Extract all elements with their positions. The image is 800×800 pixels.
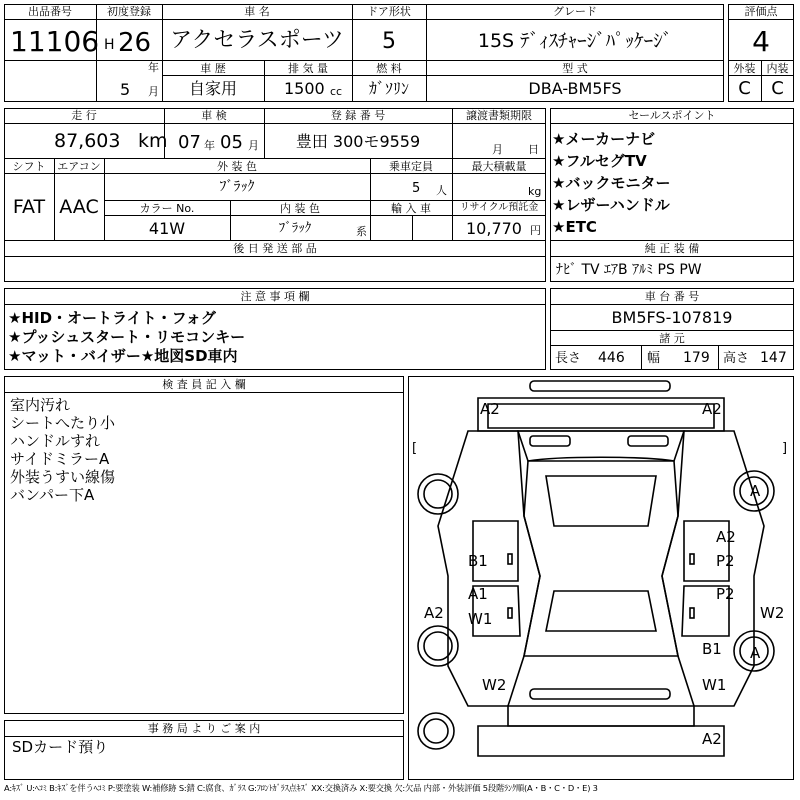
car-diagram <box>408 376 794 780</box>
inspection-year-unit: 年 <box>204 139 215 152</box>
length-label: 長さ <box>555 351 582 366</box>
equipment: ﾅﾋﾞ TV ｴｱB ｱﾙﾐ PS PW <box>556 262 702 278</box>
diagram-mark: W1 <box>468 610 493 628</box>
front-panel-outline <box>478 398 724 431</box>
sales-point-item: ★バックモニター <box>552 174 671 192</box>
sales-point-item: ★メーカーナビ <box>552 130 656 148</box>
color-no-label: カラー No. <box>139 202 195 215</box>
front-bumper-outline <box>530 381 670 391</box>
model-name: アクセラスポーツ <box>170 28 344 53</box>
length: 446 <box>598 350 625 366</box>
diagram-mark: A <box>750 482 761 500</box>
diagram-mark: A2 <box>424 604 444 622</box>
exterior-grade: C <box>738 78 751 99</box>
inspector-item: 室内汚れ <box>10 396 71 414</box>
left-body-outline <box>438 431 540 706</box>
inspector-item: 外装うすい線傷 <box>10 468 116 486</box>
fuel-label: 燃 料 <box>376 62 402 75</box>
era: H <box>104 37 115 53</box>
fuel: ｶﾞｿﾘﾝ <box>368 79 409 98</box>
max-load-unit: kg <box>528 185 542 198</box>
doors: 5 <box>382 29 396 54</box>
score-label: 評価点 <box>744 5 778 18</box>
plate-label: 登 録 番 号 <box>330 109 386 122</box>
chassis-label: 車 台 番 号 <box>644 290 700 303</box>
inspector-item: シートへたり小 <box>10 414 116 432</box>
notes-list <box>8 309 245 366</box>
inspector-list <box>10 396 115 504</box>
ac: AAC <box>59 196 99 218</box>
diagram-mark: A <box>750 644 761 662</box>
capacity: 5 <box>412 181 421 196</box>
vehicle-type: DBA-BM5FS <box>528 79 622 98</box>
interior-grade: C <box>771 78 784 99</box>
bracket-left: [ <box>412 441 418 456</box>
inspection-year: 07 <box>178 132 201 153</box>
ext-color: ﾌﾞﾗｯｸ <box>219 179 255 195</box>
inspection-month: 05 <box>220 132 243 153</box>
note-item: ★プッシュスタート・リモコンキー <box>8 328 246 346</box>
history-label: 車 歴 <box>200 62 226 75</box>
chassis-number: BM5FS-107819 <box>611 308 733 327</box>
legend: A:ｷｽﾞ U:ﾍｺﾐ B:ｷｽﾞを伴うﾍｺﾐ P:要塗装 W:補修跡 S:錆 C:腐食、ｶﾞﾗｽ G:ﾌﾛﾝﾄｶﾞﾗｽ点ｷｽﾞ XX:交換済み X:要交換 欠:欠品 内部・外装評価 5段階ﾗﾝｸ順(A・B・C・D・E) 3 <box>4 783 598 793</box>
diagram-mark: A2 <box>480 400 500 418</box>
displacement-label: 排 気 量 <box>288 62 328 75</box>
score: 4 <box>752 25 770 58</box>
int-color: ﾌﾞﾗｯｸ <box>278 221 312 236</box>
ac-label: エアコン <box>57 160 101 173</box>
grade: 15S ﾃﾞｨｽﾁｬｰｼﾞﾊﾟｯｹｰｼﾞ <box>477 30 673 52</box>
recycle-label: リサイクル預託金 <box>459 202 539 213</box>
dims-label: 諸 元 <box>659 332 685 345</box>
inspector-item: サイドミラーA <box>10 450 110 468</box>
lot-no-label: 出品番号 <box>28 5 72 18</box>
note-item: ★HID・オートライト・フォグ <box>8 309 216 327</box>
int-color-suffix: 系 <box>356 225 367 238</box>
inspection-label: 車 検 <box>201 109 227 122</box>
plate-number: 豊田 300モ9559 <box>295 132 421 151</box>
diagram-mark: W2 <box>482 676 507 694</box>
note-item: ★マット・バイザー★地図SD車内 <box>8 347 238 365</box>
capacity-unit: 人 <box>436 184 447 197</box>
shift: FAT <box>12 196 46 218</box>
exterior-label: 外装 <box>733 62 756 75</box>
mileage: 87,603 <box>54 130 121 152</box>
diagram-mark: B1 <box>468 552 488 570</box>
rear-bumper-outline <box>530 689 670 699</box>
diagram-mark: A1 <box>468 585 488 603</box>
sales-point-item: ★フルセグTV <box>552 152 647 170</box>
grade-label: グレード <box>553 5 597 18</box>
inspector-label: 検 査 員 記 入 欄 <box>162 378 246 391</box>
ext-color-label: 外 装 色 <box>217 160 257 173</box>
office-label: 事 務 局 よ り ご 案 内 <box>147 722 261 735</box>
lot-no: 11106 <box>10 25 100 58</box>
transfer-day: 日 <box>528 143 539 156</box>
transfer-label: 譲渡書類期限 <box>466 109 532 122</box>
history: 自家用 <box>188 79 237 98</box>
reg-month-unit: 月 <box>148 85 159 98</box>
mileage-unit: km <box>138 130 168 152</box>
max-load-label: 最大積載量 <box>471 160 527 173</box>
model-label: 車 名 <box>244 5 270 18</box>
width-label: 幅 <box>647 351 661 366</box>
displacement: 1500 <box>284 79 325 98</box>
sales-points-label: セールスポイント <box>628 109 716 122</box>
rear-outline <box>508 706 694 726</box>
inspector-item: バンパー下A <box>10 486 95 504</box>
reg-year-unit: 年 <box>148 61 159 74</box>
diagram-mark: A2 <box>702 400 722 418</box>
notes-label: 注 意 事 項 欄 <box>240 290 310 303</box>
diagram-mark: A2 <box>702 730 722 748</box>
import-label: 輸 入 車 <box>391 202 431 215</box>
transfer-month: 月 <box>492 143 503 156</box>
width: 179 <box>683 350 710 366</box>
height: 147 <box>760 350 787 366</box>
recycle-unit: 円 <box>530 224 541 237</box>
color-no: 41W <box>148 219 186 238</box>
equipment-label: 純 正 装 備 <box>644 242 700 255</box>
reg-month: 5 <box>120 80 131 99</box>
reg-year: 26 <box>118 28 152 58</box>
sales-point-item: ★レザーハンドル <box>552 196 670 214</box>
mileage-label: 走 行 <box>71 109 97 122</box>
recycle: 10,770 <box>466 219 522 238</box>
capacity-label: 乗車定員 <box>389 160 433 173</box>
diagram-mark: P2 <box>716 552 735 570</box>
type-label: 型 式 <box>562 62 588 75</box>
diagram-mark: W1 <box>702 676 727 694</box>
diagram-mark: W2 <box>760 604 785 622</box>
displacement-unit: cc <box>330 85 343 98</box>
interior-label: 内装 <box>766 62 789 75</box>
doors-label: ドア形状 <box>367 5 411 18</box>
diagram-mark: P2 <box>716 585 735 603</box>
sales-points-list <box>552 128 670 238</box>
height-label: 高さ <box>723 351 750 366</box>
inspector-item: ハンドルすれ <box>10 432 101 450</box>
int-color-label: 内 装 色 <box>280 202 320 215</box>
later-parts-label: 後 日 発 送 部 品 <box>233 242 317 255</box>
diagram-mark: B1 <box>702 640 722 658</box>
shift-label: シフト <box>12 160 46 173</box>
office-note: SDカード預り <box>12 738 109 756</box>
sales-point-item: ★ETC <box>552 218 597 236</box>
first-reg-label: 初度登録 <box>107 5 151 18</box>
inspection-month-unit: 月 <box>248 139 259 152</box>
diagram-mark: A2 <box>716 528 736 546</box>
bracket-right: ] <box>782 441 788 456</box>
